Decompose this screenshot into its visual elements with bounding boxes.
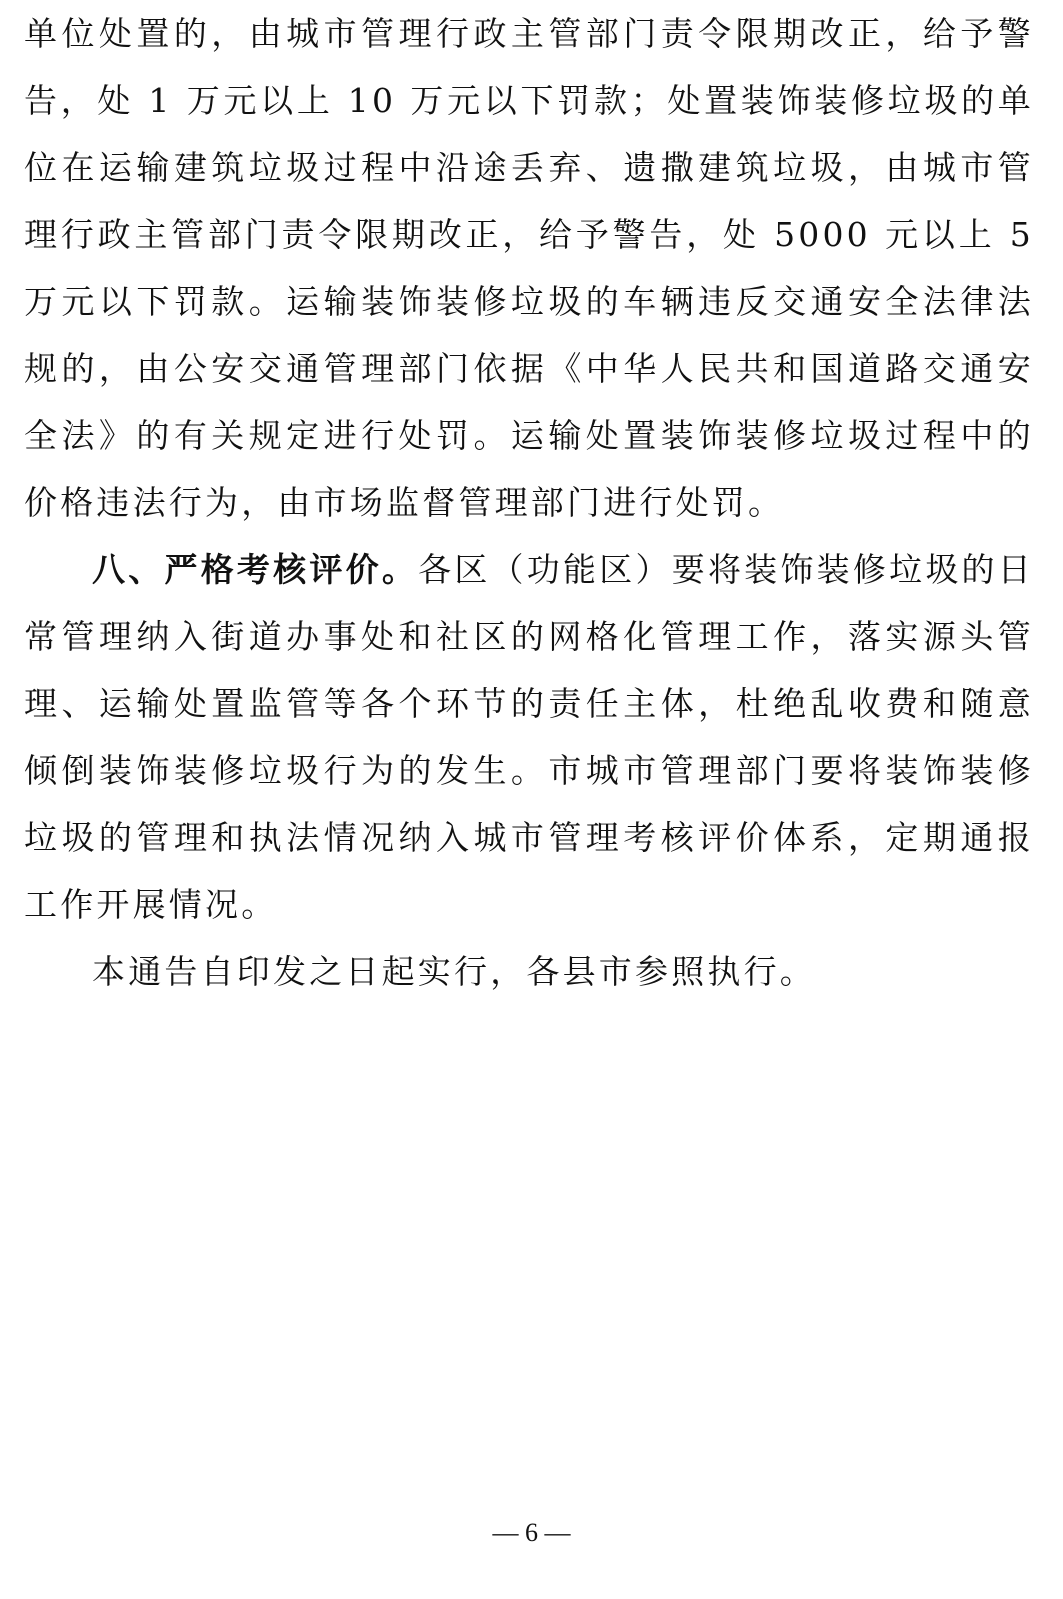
page-number: — 6 — [492,1518,571,1547]
paragraph-section-8 [24,536,1034,938]
section-8-heading: 八、严格考核评价。 [92,550,419,589]
paragraph-penalties-text: 单位处置的，由城市管理行政主管部门责令限期改正，给予警告，处 1 万元以上 10 万元以下罚款；处置装饰装修垃圾的单位在运输建筑垃圾过程中沿途丢弃、遗撒建筑垃圾，由城市管理行政主管部门责令限期改正，给予警告，处 5000 元以上 5 万元以下罚款。运输装饰装修垃圾的车辆违反交通安全法律法规的，由公安交通管理部门依据《中华人民共和国道路交通安全法》的有关规定进行处罚。运输处置装饰装修垃圾过程中的价格违法行为，由市场监督管理部门进行处罚。 [24,14,1034,522]
section-8-text: 各区（功能区）要将装饰装修垃圾的日常管理纳入街道办事处和社区的网格化管理工作，落实源头管理、运输处置监管等各个环节的责任主体，杜绝乱收费和随意倾倒装饰装修垃圾行为的发生。市城市管理部门要将装饰装修垃圾的管理和执法情况纳入城市管理考核评价体系，定期通报工作开展情况。 [24,550,1034,924]
effective-date-text: 本通告自印发之日起实行，各县市参照执行。 [92,952,816,991]
paragraph-effective-date [24,938,1034,1005]
paragraph-penalties [24,0,1034,536]
document-body [24,0,1034,1005]
